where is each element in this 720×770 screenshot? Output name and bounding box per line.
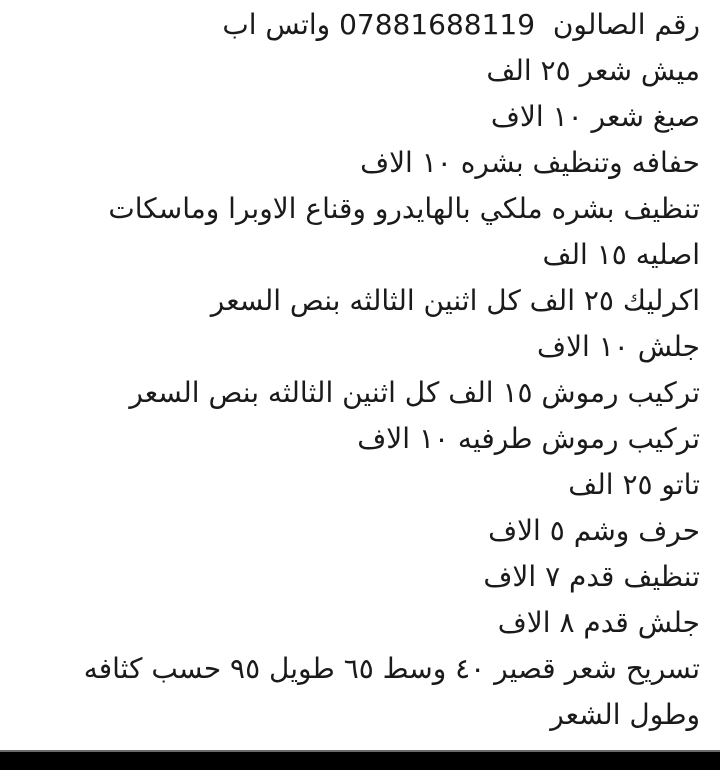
- price-list-line: حفافه وتنظيف بشره ١٠ الاف: [360, 146, 700, 179]
- price-list-line: ميش شعر ٢٥ الف: [486, 54, 700, 87]
- price-list-line: اصليه ١٥ الف: [542, 238, 700, 271]
- price-list-line: تنظيف قدم ٧ الاف: [483, 560, 700, 593]
- price-list-line: صبغ شعر ١٠ الاف: [490, 100, 700, 133]
- price-list-line: تنظيف بشره ملكي بالهايدرو وقناع الاوبرا وماسكات: [108, 192, 700, 225]
- price-list-line: جلش ١٠ الاف: [537, 330, 700, 363]
- price-list-line: اكرليك ٢٥ الف كل اثنين الثالثه بنص السعر: [210, 284, 700, 317]
- price-list-line: تركيب رموش طرفيه ١٠ الاف: [357, 422, 700, 455]
- salon-phone-line: رقم الصالون 07881688119 واتس اب: [222, 8, 700, 41]
- price-list-line: تاتو ٢٥ الف: [568, 468, 700, 501]
- price-list-text: [0, 2, 720, 738]
- price-list-line: حرف وشم ٥ الاف: [488, 514, 700, 547]
- price-list-line: جلش قدم ٨ الاف: [497, 606, 700, 639]
- bottom-letterbox-bar: [0, 750, 720, 770]
- price-list-line: تسريح شعر قصير ٤٠ وسط ٦٥ طويل ٩٥ حسب كثافه: [83, 652, 700, 685]
- price-list-line: تركيب رموش ١٥ الف كل اثنين الثالثه بنص السعر: [129, 376, 700, 409]
- price-list-line: وطول الشعر: [550, 698, 700, 731]
